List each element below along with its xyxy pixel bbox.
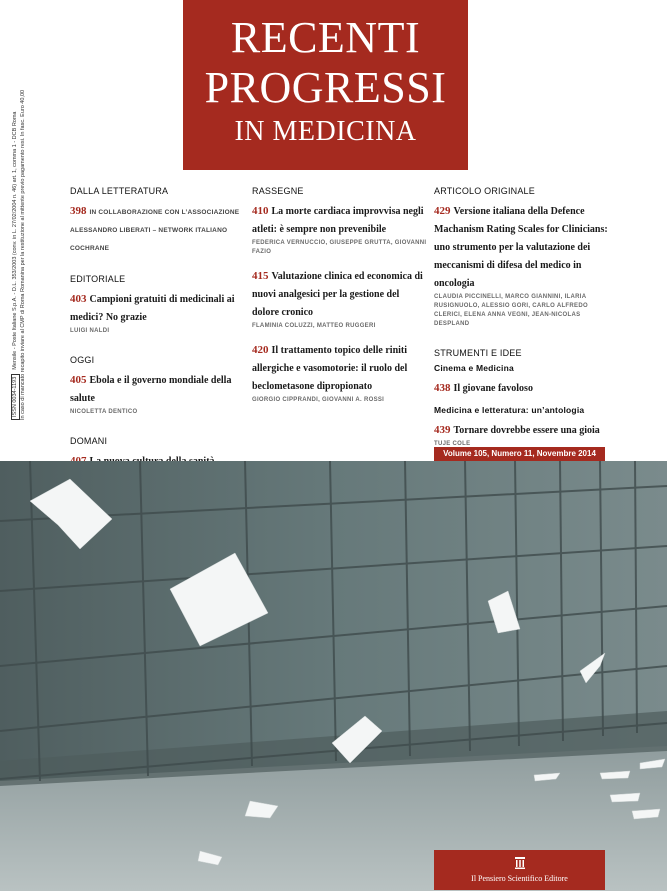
section-dalla-letteratura: DALLA LETTERATURA: [70, 186, 169, 196]
spine-text: [2, 60, 36, 420]
page-number: 429: [434, 205, 451, 217]
entry-author: CLAUDIA PICCINELLI, MARCO GIANNINI, ILARIA RUSIGNUOLO, ALESSIO GORI, CARLO ALFREDO CLERICI, ELENA ANNA VEGNI, JEAN-NICOLAS DESPLAND: [434, 294, 588, 327]
entry-author: FEDERICA VERNUCCIO, GIUSEPPE GRUTTA, GIOVANNI FAZIO: [252, 240, 427, 255]
page-number: 398: [70, 205, 87, 217]
cover-photo: [0, 461, 667, 891]
entry-title: IN COLLABORAZIONE CON L’ASSOCIAZIONE ALESSANDRO LIBERATI – NETWORK ITALIANO COCHRANE: [70, 209, 240, 252]
page-number: 405: [70, 374, 87, 386]
toc-entry-439[interactable]: [434, 420, 614, 449]
toc-entry-420[interactable]: [252, 340, 428, 405]
page-number: 410: [252, 205, 269, 217]
entry-title: Valutazione clinica ed economica di nuovi analgesici per la gestione del dolore cronico: [252, 271, 423, 318]
section-rassegne: RASSEGNE: [252, 186, 304, 196]
toc-entry-398[interactable]: [70, 201, 242, 255]
masthead-line-1: RECENTI: [230, 13, 421, 62]
toc-column-3: [434, 186, 614, 458]
toc-column-2: [252, 186, 428, 414]
entry-title: Ebola e il governo mondiale della salute: [70, 375, 232, 404]
page-number: 438: [434, 382, 451, 394]
entry-title: Versione italiana della Defence Machanism Rating Scales for Clinicians: uno strumento per la valutazione dei meccanismi di difesa del medico in oncologia: [434, 206, 608, 289]
toc-column-1: [70, 186, 242, 507]
section-domani: DOMANI: [70, 436, 108, 446]
entry-author: TUJE COLE: [434, 441, 471, 447]
volume-badge: Volume 105, Numero 11, Novembre 2014: [434, 447, 605, 461]
toc-entry-438[interactable]: [434, 378, 614, 396]
spine-line-1: Mensile - Poste Italiane S.p.A. - D.L. 353/2003 (conv. in L. 27/02/2004 n. 46) art. 1, comma 1 - DCB Roma: [12, 111, 18, 370]
entry-title: Tornare dovrebbe essere una gioia: [453, 425, 600, 436]
issn-box: ISSN 0034-1193: [11, 374, 20, 420]
publisher-logo-icon: [514, 856, 526, 870]
page-number: 439: [434, 424, 451, 436]
entry-author: FLAMINIA COLUZZI, MATTEO RUGGERI: [252, 323, 376, 329]
masthead-line-2: PROGRESSI: [204, 63, 447, 112]
entry-author: GIORGIO CIPPRANDI, GIOVANNI A. ROSSI: [252, 397, 385, 403]
masthead: [183, 0, 468, 170]
entry-title: Il trattamento topico delle riniti allergiche e vasomotorie: il ruolo del beclometasone dipropionato: [252, 345, 408, 392]
toc-entry-410[interactable]: [252, 201, 428, 257]
page-number: 403: [70, 293, 87, 305]
subsection-cinema: Cinema e Medicina: [434, 363, 514, 373]
entry-author: NICOLETTA DENTICO: [70, 409, 138, 415]
section-editoriale: EDITORIALE: [70, 274, 126, 284]
subsection-letteratura: Medicina e letteratura: un’antologia: [434, 405, 585, 415]
entry-title: Campioni gratuiti di medicinali ai medici? No grazie: [70, 294, 235, 323]
toc-entry-403[interactable]: [70, 289, 242, 336]
page-number: 420: [252, 344, 269, 356]
toc-entry-415[interactable]: [252, 266, 428, 331]
section-strumenti-e-idee: STRUMENTI E IDEE: [434, 348, 522, 358]
entry-title: Il giovane favoloso: [453, 383, 533, 394]
page-number: 415: [252, 270, 269, 282]
entry-title: La morte cardiaca improvvisa negli atleti: è sempre non prevenibile: [252, 206, 424, 235]
publisher-badge: [434, 850, 605, 890]
entry-author: LUIGI NALDI: [70, 328, 110, 334]
publisher-name: Il Pensiero Scientifico Editore: [471, 874, 568, 883]
toc-entry-429[interactable]: [434, 201, 614, 329]
section-oggi: OGGI: [70, 355, 95, 365]
masthead-line-3: IN MEDICINA: [234, 116, 417, 147]
section-articolo-originale: ARTICOLO ORIGINALE: [434, 186, 535, 196]
toc-entry-405[interactable]: [70, 370, 242, 417]
spine-line-2: In caso di mancato recapito inviare al CMP di Roma Romanina per la restituzione al mittente previo pagamento resi. In fasc. Euro 40,00: [20, 89, 26, 420]
